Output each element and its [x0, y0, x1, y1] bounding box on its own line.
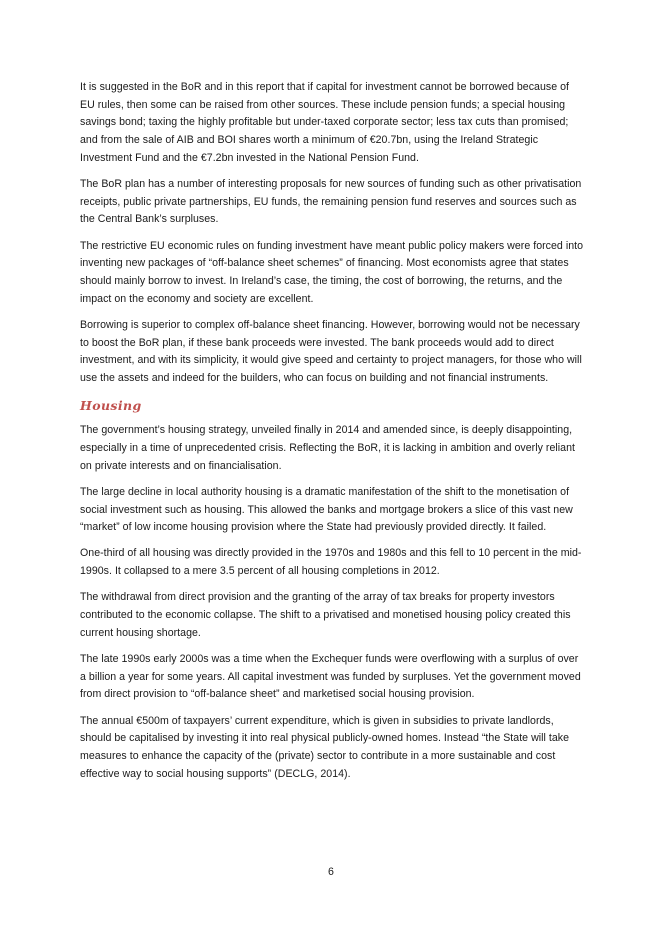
- paragraph-local-authority-decline: The large decline in local authority housing is a dramatic manifestation of the shift to the monetisation of social investment such as housing. This allowed the banks and mortgage brokers a slice of this vast new “market” of low income housing provision where the State had previously provided directly. It failed.: [80, 485, 573, 534]
- paragraph-eu-rules: The restrictive EU economic rules on funding investment have meant public policy makers were forced into inventing new packages of “off-balance sheet schemes” of financing. Most economists agree that states should mainly borrow to invest. In Ireland’s case, the timing, the cost of borrowing, the returns, and the impact on the economy and society are excellent.: [80, 239, 584, 305]
- paragraph-bor-funding-proposals: The BoR plan has a number of interesting proposals for new sources of funding such as other privatisation receipts, public private partnerships, EU funds, the remaining pension fund reserves and sources such as the Central Bank’s surpluses.: [80, 178, 582, 226]
- paragraph-withdrawal-direct-provision: The withdrawal from direct provision and the granting of the array of tax breaks for property investors contributed to the economic collapse. The shift to a privatised and monetised housing policy created this current housing shortage.: [80, 591, 571, 639]
- paragraph-taxpayer-expenditure: The annual €500m of taxpayers’ current expenditure, which is given in subsidies to private landlords, should be capitalised by investing it into real physical publicly-owned homes. Instead “the State will take measures to enhance the capacity of the (private) sector to contribute in a more sustainable and cost effective way to social housing supports” (DECLG, 2014).: [80, 714, 570, 780]
- paragraph-exchequer-surplus: The late 1990s early 2000s was a time when the Exchequer funds were overflowing with a surplus of over a billion a year for some years. All capital investment was funded by surpluses. Yet the government moved from direct provision to “off-balance sheet” and marketised social housing provision.: [80, 652, 581, 701]
- paragraph-borrowing-superior: Borrowing is superior to complex off-balance sheet financing. However, borrowing would not be necessary to boost the BoR plan, if these bank proceeds were invested. The bank proceeds would add to direct investment, and with its simplicity, it would give speed and certainty to project managers, for those who will use the assets and indeed for the builders, who can focus on building and not financial instruments.: [80, 318, 582, 385]
- paragraph-capital-sources: It is suggested in the BoR and in this report that if capital for investment cannot be borrowed because of EU rules, then some can be raised from other sources. These include pension funds; a special housing savings bond; taxing the highly profitable but under-taxed corporate sector; less tax cuts than promised; and from the sale of AIB and BOI shares worth a minimum of €20.7bn, using the Ireland Strategic Investment Fund and the €7.2bn invested in the National Pension Fund.: [80, 81, 570, 164]
- paragraph-housing-statistics: One-third of all housing was directly provided in the 1970s and 1980s and this fell to 10 percent in the mid-1990s. It collapsed to a mere 3.5 percent of all housing completions in 2012.: [80, 547, 582, 578]
- paragraph-housing-strategy: The government’s housing strategy, unveiled finally in 2014 and amended since, is deeply disappointing, especially in a time of unprecedented crisis. Reflecting the BoR, it is lacking in ambition and overly reliant on private interests and on financialisation.: [80, 424, 575, 472]
- page-number: 6: [328, 866, 334, 878]
- section-heading-housing: Housing: [80, 398, 142, 414]
- page-content: [80, 79, 584, 792]
